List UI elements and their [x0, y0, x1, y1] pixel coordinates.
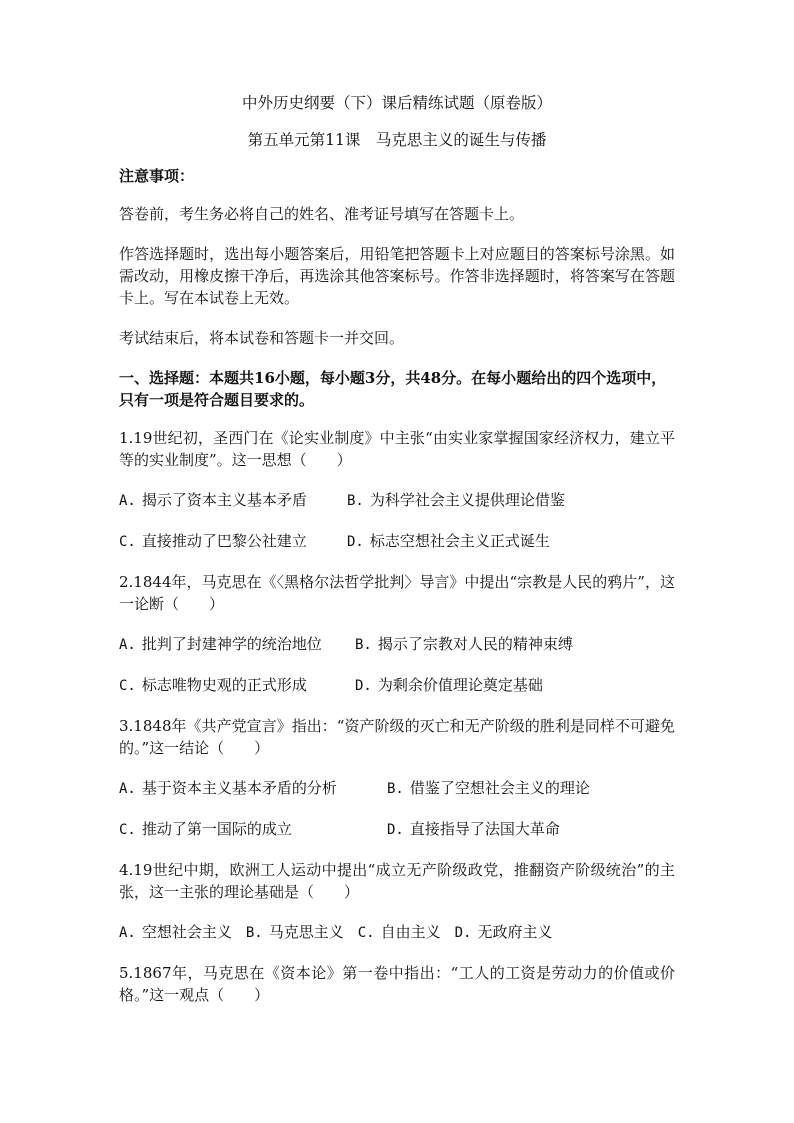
- question-stem: 1.19世纪初，圣西门在《论实业制度》中主张“由实业家掌握国家经济权力，建立平等的实业制度”。这一思想（ ）: [119, 429, 675, 469]
- option-c: [119, 530, 347, 553]
- option-letter: C.: [119, 822, 136, 838]
- option-b: [355, 633, 573, 656]
- option-text: 批判了封建神学的统治地位: [141, 635, 322, 653]
- option-letter: A.: [119, 493, 136, 509]
- option-row: [119, 777, 675, 800]
- option-letter: C.: [357, 925, 375, 941]
- option-text: 推动了第一国际的成立: [141, 820, 292, 838]
- notice-item: 作答选择题时，选出每小题答案后，用铅笔把答题卡上对应题目的答案标号涂黑。如需改动，用橡皮擦干净后，再选涂其他答案标号。作答非选择题时，将答案写在答题卡上。写在本试卷上无效。: [119, 245, 675, 307]
- option-text: 揭示了资本主义基本矛盾: [141, 491, 307, 509]
- option-c: [119, 818, 387, 841]
- notice-heading: 注意事项：: [119, 167, 195, 185]
- option-text: 马克思主义: [268, 923, 344, 941]
- option-letter: B.: [347, 493, 364, 509]
- option-letter: A.: [119, 781, 136, 797]
- option-letter: B.: [245, 925, 263, 941]
- option-text: 为剩余价值理论奠定基础: [377, 676, 543, 694]
- option-letter: B.: [355, 637, 372, 653]
- question-stem: 5.1867年，马克思在《资本论》第一卷中指出：“工人的工资是劳动力的价值或价格。”这一观点（ ）: [119, 964, 675, 1004]
- option-letter: D.: [454, 925, 472, 941]
- document-page: [119, 92, 675, 1024]
- option-b: [246, 921, 344, 944]
- option-c: [119, 674, 355, 697]
- notice-item: 考试结束后，将本试卷和答题卡一并交回。: [119, 329, 405, 347]
- option-text: 标志空想社会主义正式诞生: [369, 532, 550, 550]
- option-letter: D.: [347, 534, 364, 550]
- question-1: [119, 427, 675, 553]
- option-row: [119, 674, 675, 697]
- option-d: [455, 921, 553, 944]
- option-text: 无政府主义: [477, 923, 553, 941]
- option-b: [347, 489, 565, 512]
- option-row: [119, 633, 675, 656]
- option-d: [387, 818, 560, 841]
- question-2: [119, 571, 675, 697]
- option-row: [119, 818, 675, 841]
- question-4: [119, 859, 675, 944]
- document-subtitle: 第五单元第11课 马克思主义的诞生与传播: [247, 131, 547, 149]
- option-row: [119, 921, 675, 944]
- option-text: 空想社会主义: [141, 923, 232, 941]
- question-stem: 3.1848年《共产党宣言》指出：“资产阶级的灭亡和无产阶级的胜利是同样不可避免的。”这一结论（ ）: [119, 717, 675, 757]
- option-text: 直接指导了法国大革命: [409, 820, 560, 838]
- option-letter: B.: [387, 781, 404, 797]
- option-text: 基于资本主义基本矛盾的分析: [141, 779, 337, 797]
- option-text: 自由主义: [380, 923, 441, 941]
- option-letter: D.: [387, 822, 404, 838]
- option-d: [347, 530, 550, 553]
- option-d: [355, 674, 543, 697]
- option-b: [387, 777, 590, 800]
- question-5: [119, 962, 675, 1006]
- option-text: 为科学社会主义提供理论借鉴: [369, 491, 565, 509]
- option-letter: C.: [119, 534, 136, 550]
- option-text: 揭示了宗教对人民的精神束缚: [377, 635, 573, 653]
- option-letter: C.: [119, 678, 136, 694]
- question-stem: 2.1844年，马克思在《〈黑格尔法哲学批判〉导言》中提出“宗教是人民的鸦片”，这一论断（ ）: [119, 573, 675, 613]
- question-3: [119, 715, 675, 841]
- option-a: [119, 489, 347, 512]
- option-letter: A.: [119, 925, 136, 941]
- section-heading: 一、选择题：本题共16小题，每小题3分，共48分。在每小题给出的四个选项中，只有一项是符合题目要求的。: [119, 369, 667, 409]
- question-stem: 4.19世纪中期，欧洲工人运动中提出“成立无产阶级政党，推翻资产阶级统治”的主张，这一主张的理论基础是（ ）: [119, 861, 675, 901]
- option-letter: D.: [355, 678, 372, 694]
- option-text: 借鉴了空想社会主义的理论: [409, 779, 590, 797]
- option-row: [119, 530, 675, 553]
- option-a: [119, 633, 355, 656]
- document-title: 中外历史纲要（下）课后精练试题（原卷版）: [241, 94, 552, 112]
- option-a: [119, 921, 232, 944]
- option-text: 直接推动了巴黎公社建立: [141, 532, 307, 550]
- option-letter: A.: [119, 637, 136, 653]
- notice-item: 答卷前，考生务必将自己的姓名、准考证号填写在答题卡上。: [119, 205, 525, 223]
- option-c: [358, 921, 441, 944]
- option-text: 标志唯物史观的正式形成: [141, 676, 307, 694]
- option-row: [119, 489, 675, 512]
- option-a: [119, 777, 387, 800]
